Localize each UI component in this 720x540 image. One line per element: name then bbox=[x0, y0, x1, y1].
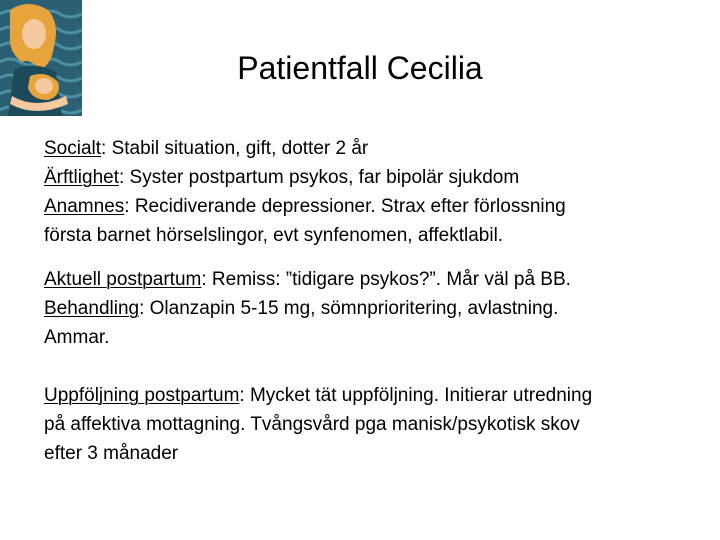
paragraph-gap bbox=[44, 352, 694, 381]
slide-title: Patientfall Cecilia bbox=[237, 50, 483, 86]
item-text: : Remiss: ”tidigare psykos?”. Mår väl på BB. bbox=[201, 269, 571, 290]
item-text: : Mycket tät uppföljning. Initierar utredning bbox=[239, 385, 593, 406]
item-label: Ärftlighet bbox=[44, 167, 119, 188]
item-label: Anamnes bbox=[44, 196, 125, 217]
item-label: Behandling bbox=[44, 298, 140, 319]
item-label: Uppföljning postpartum bbox=[44, 385, 240, 406]
item-continuation: första barnet hörselslingor, evt synfenomen, affektlabil. bbox=[44, 225, 504, 246]
item-label: Socialt bbox=[44, 138, 102, 159]
list-item bbox=[44, 134, 694, 163]
paragraph-gap bbox=[44, 250, 694, 265]
item-continuation: på affektiva mottagning. Tvångsvård pga manisk/psykotisk skov bbox=[44, 414, 580, 435]
item-label: Aktuell postpartum bbox=[44, 269, 202, 290]
item-continuation: Ammar. bbox=[44, 327, 110, 348]
item-text: : Stabil situation, gift, dotter 2 år bbox=[101, 138, 369, 159]
item-text: : Syster postpartum psykos, far bipolär sjukdom bbox=[118, 167, 520, 188]
item-continuation: efter 3 månader bbox=[44, 443, 179, 464]
list-item bbox=[44, 265, 694, 294]
list-item bbox=[44, 163, 694, 192]
list-item bbox=[44, 381, 694, 410]
slide-body bbox=[44, 134, 694, 468]
item-text: : Olanzapin 5-15 mg, sömnprioritering, avlastning. bbox=[139, 298, 559, 319]
list-item bbox=[44, 192, 694, 221]
mother-and-child-logo-icon bbox=[0, 0, 82, 116]
list-item bbox=[44, 294, 694, 323]
item-text: : Recidiverande depressioner. Strax efter förlossning bbox=[124, 196, 566, 217]
